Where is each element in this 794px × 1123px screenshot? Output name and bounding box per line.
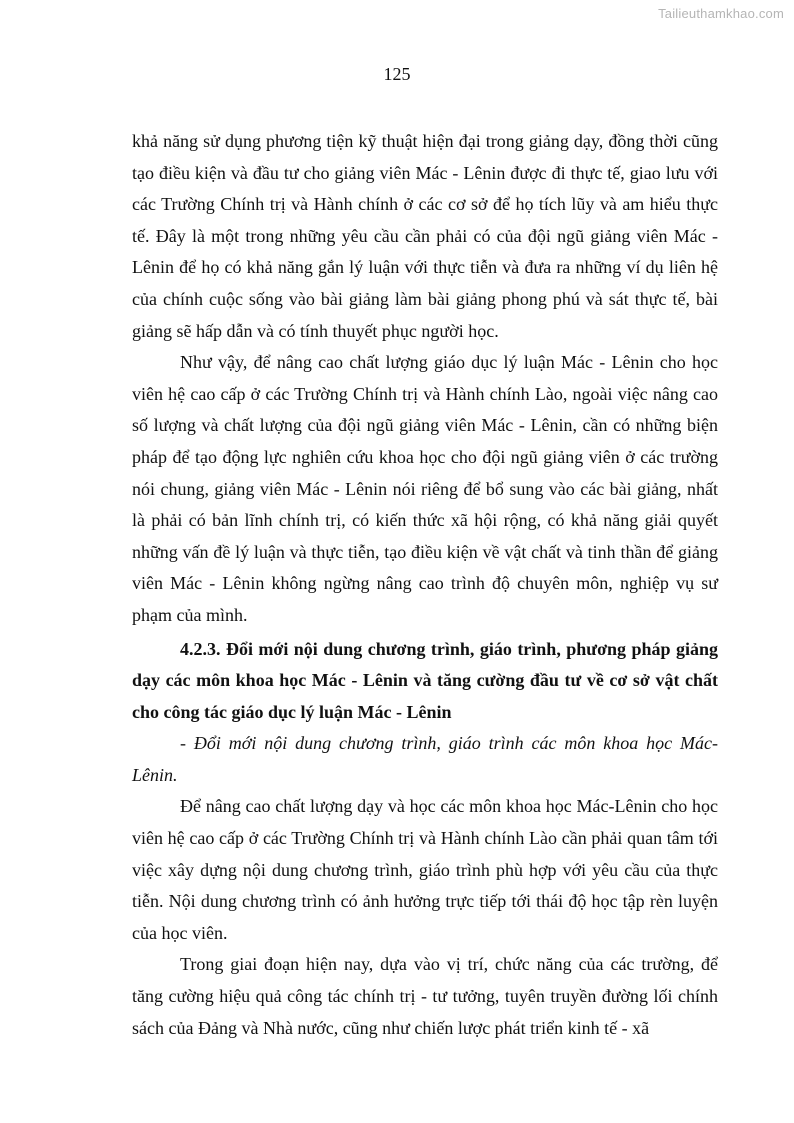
section-heading: 4.2.3. Đổi mới nội dung chương trình, giáo trình, phương pháp giảng dạy các môn khoa học Mác - Lênin và tăng cường đầu tư về cơ sở vật chất cho công tác giáo dục lý luận Mác - Lênin xyxy=(132,638,718,722)
watermark: Tailieuthamkhao.com xyxy=(658,6,784,21)
document-body xyxy=(132,126,718,1044)
page-number: 125 xyxy=(383,64,411,84)
paragraph: Trong giai đoạn hiện nay, dựa vào vị trí, chức năng của các trường, để tăng cường hiệu quả công tác chính trị - tư tưởng, tuyên truyền đường lối chính sách của Đảng và Nhà nước, cũng như chiến lược phát triển kinh tế - xã xyxy=(132,954,718,1038)
paragraph: Để nâng cao chất lượng dạy và học các môn khoa học Mác-Lênin cho học viên hệ cao cấp ở các Trường Chính trị và Hành chính Lào cần phải quan tâm tới việc xây dựng nội dung chương trình, giáo trình phù hợp với yêu cầu của thực tiễn. Nội dung chương trình có ảnh hưởng trực tiếp tới thái độ học tập rèn luyện của học viên. xyxy=(132,796,718,943)
subsection-heading: - Đổi mới nội dung chương trình, giáo trình các môn khoa học Mác-Lênin. xyxy=(132,733,718,785)
paragraph: Như vậy, để nâng cao chất lượng giáo dục lý luận Mác - Lênin cho học viên hệ cao cấp ở các Trường Chính trị và Hành chính Lào, ngoài việc nâng cao số lượng và chất lượng của đội ngũ giảng viên Mác - Lênin, cần có những biện pháp để tạo động lực nghiên cứu khoa học cho đội ngũ giảng viên ở các trường nói chung, giảng viên Mác - Lênin nói riêng để bổ sung vào các bài giảng, nhất là phải có bản lĩnh chính trị, có kiến thức xã hội rộng, có khả năng giải quyết những vấn đề lý luận và thực tiễn, tạo điều kiện về vật chất và tinh thần để giảng viên Mác - Lênin không ngừng nâng cao trình độ chuyên môn, nghiệp vụ sư phạm của mình. xyxy=(132,352,718,625)
paragraph-continuation: khả năng sử dụng phương tiện kỹ thuật hiện đại trong giảng dạy, đồng thời cũng tạo điều kiện và đầu tư cho giảng viên Mác - Lênin được đi thực tế, giao lưu với các Trường Chính trị và Hành chính ở các cơ sở để họ tích lũy và am hiểu thực tế. Đây là một trong những yêu cầu cần phải có của đội ngũ giảng viên Mác - Lênin để họ có khả năng gắn lý luận với thực tiễn và đưa ra những ví dụ liên hệ của chính cuộc sống vào bài giảng làm bài giảng phong phú và sát thực tế, bài giảng sẽ hấp dẫn và có tính thuyết phục người học. xyxy=(132,131,718,341)
